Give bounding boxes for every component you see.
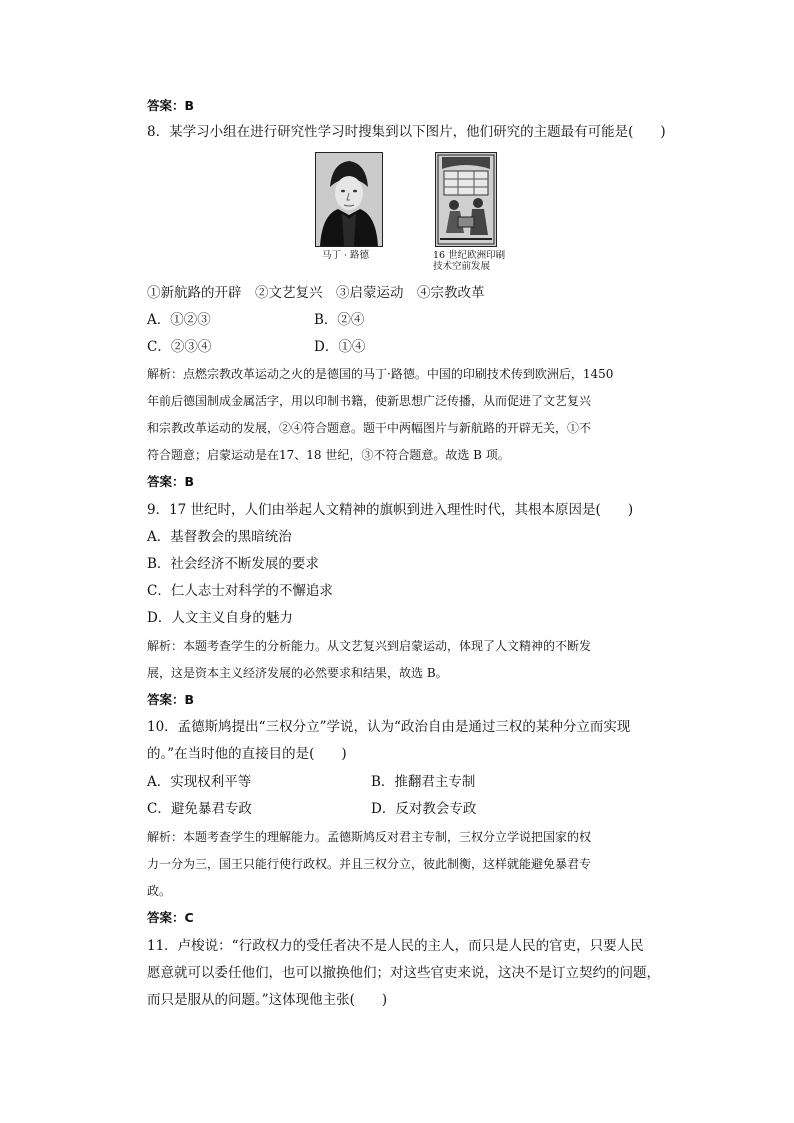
q8-option-b: B．②④: [314, 312, 365, 328]
q8-option-c: C．②③④: [147, 339, 212, 355]
q10-stem-line: 10．孟德斯鸠提出“三权分立”学说，认为“政治自由是通过三权的某种分立而实现: [147, 719, 631, 735]
q9-analysis-line: 解析：本题考查学生的分析能力。从文艺复兴到启蒙运动，体现了人文精神的不断发: [147, 639, 592, 653]
q8-analysis-line: 符合题意；启蒙运动是在17、18 世纪，③不符合题意。故选 B 项。: [147, 448, 510, 462]
q8-items: ①新航路的开辟 ②文艺复兴 ③启蒙运动 ④宗教改革: [147, 285, 485, 301]
q10-analysis-line: 政。: [147, 884, 172, 898]
printing-press-engraving: [435, 152, 497, 247]
q9-analysis-line: 展，这是资本主义经济发展的必然要求和结果，故选 B。: [147, 666, 448, 680]
q8-option-a: A．①②③: [147, 312, 211, 328]
q10-option-c: C．避免暴君专政: [147, 801, 252, 817]
q8-option-d: D．①④: [314, 339, 366, 355]
q11-stem-line: 11．卢梭说：“行政权力的受任者决不是人民的主人，而只是人民的官吏，只要人民: [147, 938, 644, 954]
q8-analysis-line: 解析：点燃宗教改革运动之火的是德国的马丁·路德。中国的印刷技术传到欧洲后，1450: [147, 367, 614, 381]
q10-option-a: A．实现权利平等: [147, 774, 252, 790]
q10-analysis-line: 解析：本题考查学生的理解能力。孟德斯鸠反对君主专制，三权分立学说把国家的权: [147, 830, 592, 844]
q8-analysis-line: 和宗教改革运动的发展，②④符合题意。题干中两幅图片与新航路的开辟无关，①不: [147, 421, 592, 435]
q8-analysis-line: 年前后德国制成金属活字，用以印制书籍，使新思想广泛传播，从而促进了文艺复兴: [147, 394, 592, 408]
q10-analysis-line: 力一分为三，国王只能行使行政权。并且三权分立，彼此制衡，这样就能避免暴君专: [147, 857, 592, 871]
q9-option-a: A．基督教会的黑暗统治: [147, 529, 292, 545]
q9-stem: 9．17 世纪时，人们由举起人文精神的旗帜到进入理性时代，其根本原因是( ): [147, 502, 634, 518]
q10-option-d: D．反对教会专政: [371, 801, 477, 817]
q11-stem-line: 而只是服从的问题。”这体现他主张( ): [147, 992, 388, 1008]
engraving-caption-line2: 技术空前发展: [433, 261, 491, 272]
q7-answer: 答案：B: [147, 98, 195, 113]
q11-stem-line: 愿意就可以委任他们，也可以撤换他们；对这些官吏来说，这决不是订立契约的问题，: [147, 965, 660, 981]
q9-option-b: B．社会经济不断发展的要求: [147, 556, 319, 572]
q10-stem-line: 的。”在当时他的直接目的是( ): [147, 746, 347, 762]
martin-luther-portrait: [315, 152, 383, 247]
portrait-caption: 马丁 · 路德: [322, 250, 370, 261]
q8-answer: 答案：B: [147, 474, 195, 489]
q9-answer: 答案：B: [147, 692, 195, 707]
q10-option-b: B．推翻君主专制: [371, 774, 476, 790]
q9-option-d: D．人文主义自身的魅力: [147, 610, 293, 626]
engraving-caption-line1: 16 世纪欧洲印刷: [433, 250, 506, 261]
q10-answer: 答案：C: [147, 910, 194, 925]
q9-option-c: C．仁人志士对科学的不懈追求: [147, 583, 333, 599]
q8-stem: 8．某学习小组在进行研究性学习时搜集到以下图片，他们研究的主题最有可能是( ): [147, 124, 666, 140]
